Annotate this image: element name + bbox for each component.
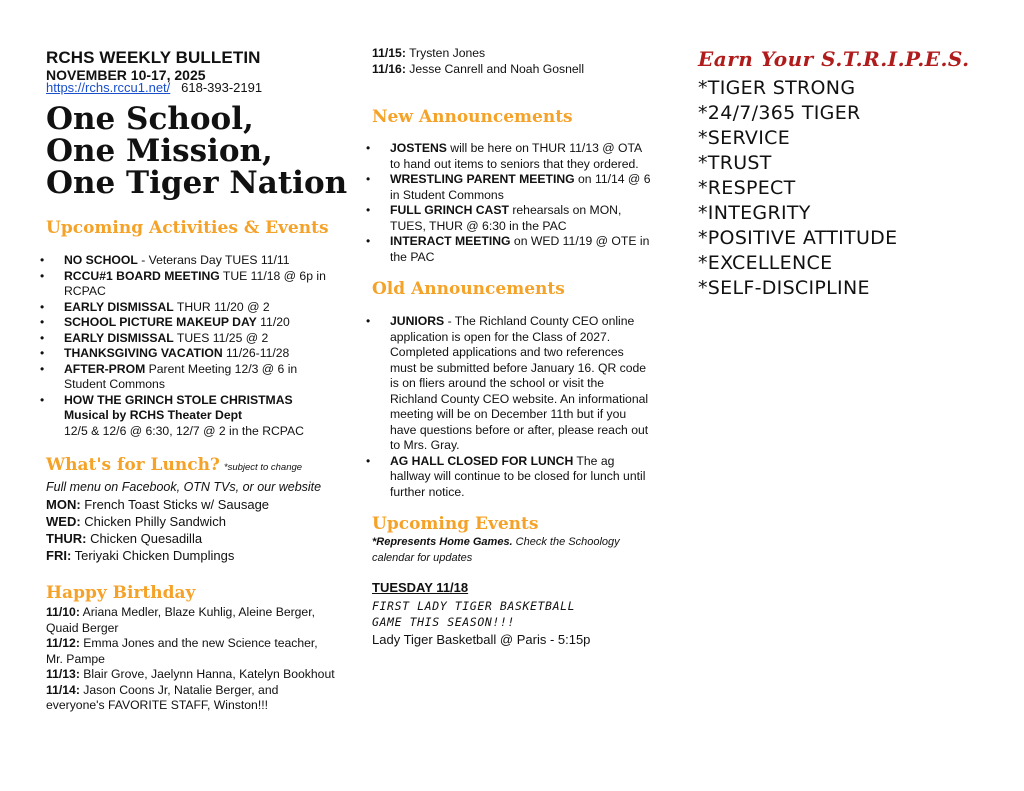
menu-source: Full menu on Facebook, OTN TVs, or our website [46, 480, 322, 494]
event-highlight-line: GAME THIS SEASON!!! [372, 615, 515, 629]
phone-number: 618-393-2191 [181, 80, 263, 95]
list-item: • RCCU#1 BOARD MEETING TUE 11/18 @ 6p in RCPAC [46, 269, 336, 300]
stripes-item: *TIGER STRONG [698, 77, 856, 99]
event-game: Lady Tiger Basketball @ Paris - 5:15p [372, 632, 591, 647]
stripes-item: *RESPECT [698, 177, 796, 199]
stripes-item: *INTEGRITY [698, 202, 811, 224]
stripes-item: *EXCELLENCE [698, 252, 833, 274]
new-announcements-heading: New Announcements [372, 107, 573, 127]
stripes-item: *SELF-DISCIPLINE [698, 277, 870, 299]
list-item: • WRESTLING PARENT MEETING on 11/14 @ 6 in Student Commons [372, 172, 652, 203]
stripes-item: *TRUST [698, 152, 772, 174]
birthday-entry: 11/14: Jason Coons Jr, Natalie Berger, and everyone's FAVORITE STAFF, Winston!!! [46, 682, 279, 712]
list-item: • EARLY DISMISSAL TUES 11/25 @ 2 [46, 331, 336, 347]
list-item: • AFTER-PROM Parent Meeting 12/3 @ 6 in Student Commons [46, 362, 336, 393]
new-announcements-list [372, 141, 652, 265]
list-item: • HOW THE GRINCH STOLE CHRISTMAS Musical by RCHS Theater Dept 12/5 & 12/6 @ 6:30, 12/7 @ 2 in the RCPAC [46, 393, 314, 440]
upcoming-activities-heading: Upcoming Activities & Events [46, 218, 329, 238]
list-item: • EARLY DISMISSAL THUR 11/20 @ 2 [46, 300, 336, 316]
stripes-item: *SERVICE [698, 127, 791, 149]
slogan-line: One School, [46, 101, 254, 137]
lunch-day: MON: French Toast Sticks w/ Sausage [46, 497, 270, 512]
bulletin-title: RCHS WEEKLY BULLETIN [46, 48, 261, 67]
stripes-heading: Earn Your S.T.R.I.P.E.S. [698, 47, 970, 71]
list-item: • NO SCHOOL - Veterans Day TUES 11/11 [46, 253, 336, 269]
lunch-note: *subject to change [223, 462, 303, 473]
list-item: • JUNIORS - The Richland County CEO online application is open for the Class of 2027. Completed applications and two references must be submitted before January 16. QR code is on fliers around the school or visit the Richland County CEO website. An informational meeting will be on December 11th but if you have questions before or after, please reach out to Mrs. Gray. [372, 314, 652, 454]
birthday-entry: 11/10: Ariana Medler, Blaze Kuhlig, Aleine Berger, Quaid Berger [46, 605, 315, 635]
website-link[interactable]: https://rchs.rccu1.net/ [46, 80, 171, 95]
stripes-list [698, 76, 897, 301]
list-item: • SCHOOL PICTURE MAKEUP DAY 11/20 [46, 315, 336, 331]
lunch-heading [46, 455, 302, 475]
slogan-line: One Tiger Nation [46, 165, 348, 201]
slogan [46, 103, 347, 199]
birthday-continued [372, 46, 584, 77]
list-item: • AG HALL CLOSED FOR LUNCH The ag hallway will continue to be closed for lunch until further notice. [372, 454, 652, 501]
birthday-entry: 11/12: Emma Jones and the new Science teacher, Mr. Pampe [46, 636, 318, 666]
event-day-label: TUESDAY 11/18 [372, 580, 469, 595]
stripes-item: *POSITIVE ATTITUDE [698, 227, 898, 249]
event-highlight-line: FIRST LADY TIGER BASKETBALL [372, 599, 576, 613]
old-announcements-heading: Old Announcements [372, 279, 565, 299]
list-item: • INTERACT MEETING on WED 11/19 @ OTE in the PAC [372, 234, 652, 265]
contact-line [46, 80, 262, 95]
bulletin-dates: NOVEMBER 10-17, 2025 [46, 67, 206, 83]
event-highlight [372, 598, 575, 630]
birthday-entry: 11/15: Trysten Jones [372, 46, 486, 60]
list-item: • FULL GRINCH CAST rehearsals on MON, TUES, THUR @ 6:30 in the PAC [372, 203, 652, 234]
lunch-day: FRI: Teriyaki Chicken Dumplings [46, 548, 235, 563]
birthday-entry: 11/13: Blair Grove, Jaelynn Hanna, Katelyn Bookhout [46, 667, 335, 681]
slogan-line: One Mission, [46, 133, 273, 169]
lunch-day: THUR: Chicken Quesadilla [46, 531, 203, 546]
birthday-list [46, 605, 336, 714]
list-item: • THANKSGIVING VACATION 11/26-11/28 [46, 346, 336, 362]
upcoming-activities-list [46, 253, 336, 439]
upcoming-events-heading: Upcoming Events [372, 514, 539, 534]
list-item: • JOSTENS will be here on THUR 11/13 @ OTA to hand out items to seniors that they ordered. [372, 141, 652, 172]
lunch-menu [46, 479, 321, 564]
lunch-heading-text: What's for Lunch? [46, 455, 220, 475]
lunch-day: WED: Chicken Philly Sandwich [46, 514, 226, 529]
upcoming-events-note: *Represents Home Games. Check the Schoology calendar for updates [372, 536, 620, 564]
stripes-item: *24/7/365 TIGER [698, 102, 861, 124]
birthday-heading: Happy Birthday [46, 583, 196, 603]
old-announcements-list [372, 314, 652, 500]
birthday-entry: 11/16: Jesse Canrell and Noah Gosnell [372, 61, 585, 76]
